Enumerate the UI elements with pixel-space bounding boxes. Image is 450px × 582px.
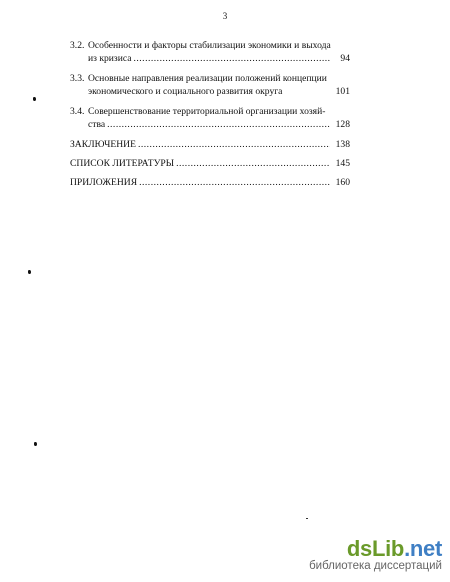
scan-mark	[33, 97, 36, 101]
toc-entry-title: ЗАКЛЮЧЕНИЕ	[70, 139, 136, 150]
toc-entry-title	[70, 105, 350, 131]
toc-entry-title: СПИСОК ЛИТЕРАТУРЫ	[70, 158, 175, 169]
scan-speck	[306, 518, 308, 519]
toc-entry-title-line: Особенности и факторы стабилизации экономики и выхода	[88, 40, 331, 51]
scan-mark	[34, 442, 37, 446]
watermark-logo	[309, 538, 442, 560]
toc-entry-title-line: ства	[88, 119, 106, 130]
toc-entry-last-line	[88, 118, 350, 131]
toc-entry-last-line	[88, 85, 350, 98]
scan-mark	[28, 270, 31, 274]
dot-leader	[176, 157, 330, 170]
watermark-tagline: библиотека диссертаций	[309, 560, 442, 572]
toc-entry-page: 138	[335, 139, 350, 150]
page-number: 3	[222, 11, 228, 21]
toc-entry-title	[70, 39, 350, 65]
toc-entry-number: 3.4.	[70, 106, 85, 117]
toc-entry-number: 3.3.	[70, 73, 85, 84]
toc-entry-conclusion	[70, 138, 350, 151]
toc-entry-3-3	[70, 72, 350, 98]
toc-entry-title-line: из кризиса	[88, 53, 132, 64]
toc-entry-title: ПРИЛОЖЕНИЯ	[70, 177, 138, 188]
toc-entry-title-line: Совершенствование территориальной организации хозяй-	[88, 106, 326, 117]
toc-entry-page: 160	[335, 177, 350, 188]
table-of-contents	[70, 39, 350, 195]
watermark-logo-part2: .net	[404, 536, 442, 561]
toc-entry-appendices	[70, 176, 350, 189]
toc-entry-3-4	[70, 105, 350, 131]
watermark-logo-part1: dsLib	[346, 536, 405, 561]
dot-leader	[138, 138, 330, 151]
dot-leader	[133, 52, 330, 65]
toc-entry-line	[70, 138, 350, 151]
toc-entry-page: 145	[335, 158, 350, 169]
toc-entry-last-line	[88, 52, 350, 65]
toc-entry-title	[70, 72, 350, 98]
toc-entry-page: 128	[335, 119, 350, 130]
toc-entry-line	[70, 157, 350, 170]
toc-entry-title-line: Основные направления реализации положений концепции	[88, 73, 327, 84]
toc-entry-page: 101	[335, 86, 350, 97]
toc-entry-page: 94	[340, 53, 350, 64]
toc-entry-number: 3.2.	[70, 40, 85, 51]
toc-entry-references	[70, 157, 350, 170]
dot-leader	[139, 176, 330, 189]
toc-entry-title-line: экономического и социального развития округа	[88, 86, 283, 97]
toc-entry-3-2	[70, 39, 350, 65]
toc-entry-line	[70, 176, 350, 189]
watermark	[309, 538, 442, 573]
dot-leader	[107, 118, 330, 131]
